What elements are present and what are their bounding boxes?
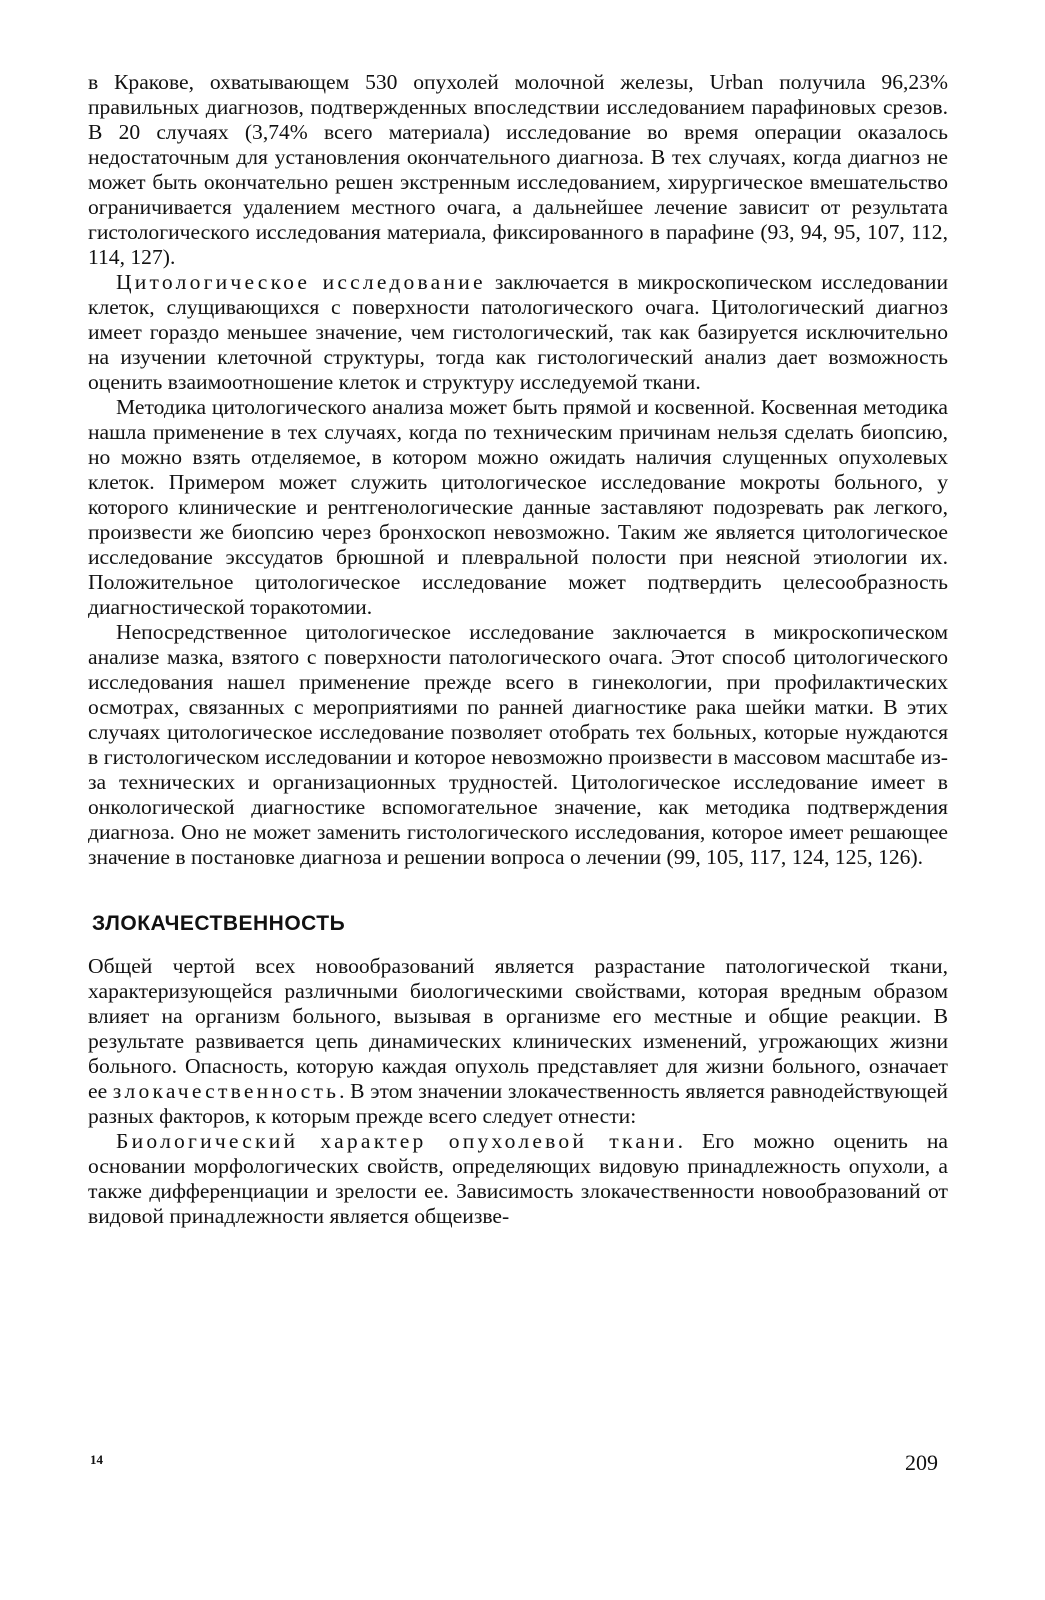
paragraph-method: Методика цитологического анализа может быть прямой и косвенной. Косвенная методика нашла применение в тех случаях, когда по техническим причинам нельзя сделать биопсию, но можно взять отделяемое, в котором можно ожидать наличия слущенных опухолевых клеток. Примером может служить цитологическое исследование мокроты больного, у которого клинические и рентгенологические данные заставляют подозревать рак легкого, произвести же биопсию через бронхоскоп невозможно. Таким же является цитологическое исследование экссудатов брюшной и плевральной полости при неясной этиологии их. Положительное цитологическое исследование может подтвердить целесообразность диагностической торакотомии. xyxy=(88,395,948,619)
paragraph-malignancy-after: . В этом значении злокачественность является равнодействующей разных факторов, к которым прежде всего следует отнести: xyxy=(88,1079,948,1128)
term-malignancy: злокачественность xyxy=(112,1079,340,1103)
paragraph-cytology xyxy=(88,270,948,395)
paragraph-biological xyxy=(88,1129,948,1229)
paragraph-intro: в Кракове, охватывающем 530 опухолей молочной железы, Urban получила 96,23% правильных диагнозов, подтвержденных впоследствии исследованием парафиновых срезов. В 20 случаях (3,74% всего материала) исследование во время операции оказалось недостаточным для установления окончательного диагноза. В тех случаях, когда диагноз не может быть окончательно решен экстренным исследованием, хирургическое вмешательство ограничивается удалением местного очага, а дальнейшее лечение зависит от результата гистологического исследования материала, фиксированного в парафине (93, 94, 95, 107, 112, 114, 127). xyxy=(88,70,948,269)
term-cytology: Цитологическое исследование xyxy=(116,270,486,294)
paragraph-biological-text: . Его можно оценить на основании морфологических свойств, определяющих видовую принадлежность опухоли, а также дифференциации и зрелости ее. Зависимость злокачественности новообразований от видовой принадлежности является общеизве- xyxy=(88,1129,948,1228)
paragraph-malignancy xyxy=(88,954,948,1129)
paragraph-cytology-text: заключается в микроскопическом исследовании клеток, слущивающихся с поверхности патологического очага. Цитологический диагноз имеет гораздо меньшее значение, чем гистологический, так как базируется исключительно на изучении клеточной структуры, тогда как гистологический анализ дает возможность оценить взаимоотношение клеток и структуру исследуемой ткани. xyxy=(88,270,949,394)
page-number: 209 xyxy=(905,1450,938,1475)
paragraph-direct-cytology: Непосредственное цитологическое исследование заключается в микроскопическом анализе мазка, взятого с поверхности патологического очага. Этот способ цитологического исследования нашел применение прежде всего в гинекологии, при профилактических осмотрах, связанных с мероприятиями по ранней диагностике рака шейки матки. В этих случаях цитологическое исследование позволяет отобрать тех больных, которые нуждаются в гистологическом исследовании и которое невозможно произвести в массовом масштабе из-за технических и организационных трудностей. Цитологическое исследование имеет в онкологической диагностике вспомогательное значение, как методика подтверждения диагноза. Оно не может заменить гистологического исследования, которое имеет решающее значение в постановке диагноза и решении вопроса о лечении (99, 105, 117, 124, 125, 126). xyxy=(88,620,948,869)
page-body xyxy=(88,70,948,1229)
paragraph-malignancy-before: Общей чертой всех новообразований является разрастание патологической ткани, характеризующейся различными биологическими свойствами, которая вредным образом влияет на организм больного, вызывая в организме его местные и общие реакции. В результате развивается цепь динамических клинических изменений, угрожающих жизни больного. Опасность, которую каждая опухоль представляет для жизни больного, означает ее xyxy=(88,954,948,1103)
term-biological: Биологический характер опухолевой ткани xyxy=(116,1129,678,1153)
printer-signature: 14 xyxy=(90,1452,103,1467)
section-heading: ЗЛОКАЧЕСТВЕННОСТЬ xyxy=(92,912,346,935)
